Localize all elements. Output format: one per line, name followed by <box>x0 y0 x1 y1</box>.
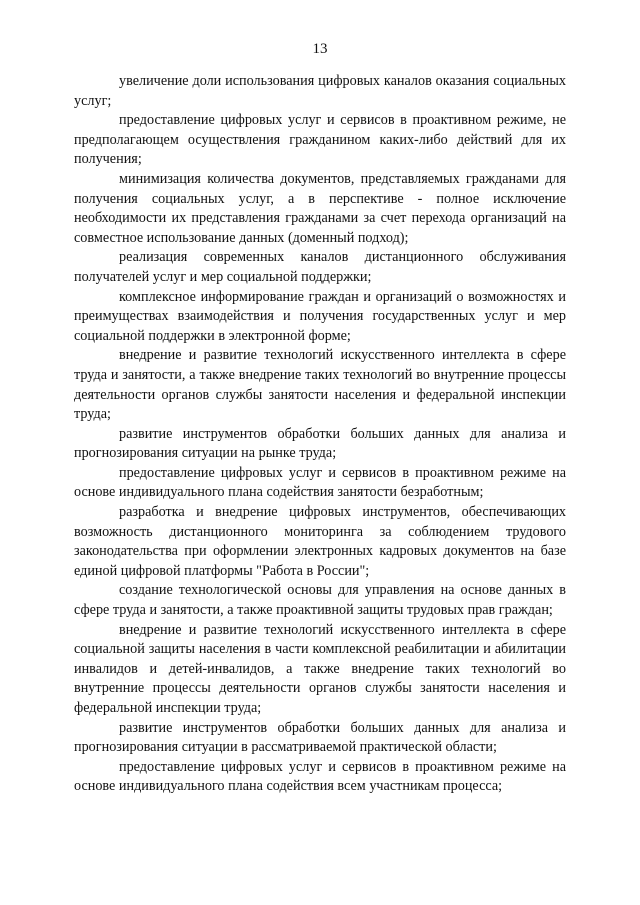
document-body <box>74 72 566 797</box>
paragraph: реализация современных каналов дистанционного обслуживания получателей услуг и мер социальной поддержки; <box>74 249 566 285</box>
paragraph: создание технологической основы для управления на основе данных в сфере труда и занятости, а также проактивной защиты трудовых прав граждан; <box>74 582 566 619</box>
paragraph: разработка и внедрение цифровых инструментов, обеспечивающих возможность дистанционного мониторинга за соблюдением трудового законодательства при оформлении электронных кадровых документов на базе единой цифровой платформы "Работа в России"; <box>74 504 566 579</box>
paragraph: комплексное информирование граждан и организаций о возможностях и преимуществах взаимодействия и получения государственных услуг и мер социальной поддержки в электронной форме; <box>74 288 566 344</box>
page-number: 13 <box>312 41 328 57</box>
paragraph: увеличение доли использования цифровых каналов оказания социальных услуг; <box>74 73 566 109</box>
paragraph: предоставление цифровых услуг и сервисов в проактивном режиме на основе индивидуального плана содействия всем участникам процесса; <box>74 758 566 795</box>
paragraph: внедрение и развитие технологий искусственного интеллекта в сфере социальной защиты населения в части комплексной реабилитации и абилитации инвалидов и детей-инвалидов, а также внедрение таких технологий во внутренние процессы деятельности органов службы занятости населения и федеральной инспекции труда; <box>74 621 566 716</box>
paragraph: предоставление цифровых услуг и сервисов в проактивном режиме на основе индивидуального плана содействия занятости безработным; <box>74 464 566 501</box>
paragraph: внедрение и развитие технологий искусственного интеллекта в сфере труда и занятости, а также внедрение таких технологий во внутренние процессы деятельности органов службы занятости населения и федеральной инспекции труда; <box>74 347 566 423</box>
paragraph: развитие инструментов обработки больших данных для анализа и прогнозирования ситуации в рассматриваемой практической области; <box>74 719 566 756</box>
paragraph: минимизация количества документов, представляемых гражданами для получения социальных услуг, а в перспективе - полное исключение необходимости их представления гражданами за счет перехода организаций на совместное использование данных (доменный подход); <box>74 170 566 246</box>
paragraph: развитие инструментов обработки больших данных для анализа и прогнозирования ситуации на рынке труда; <box>74 425 566 462</box>
paragraph: предоставление цифровых услуг и сервисов в проактивном режиме, не предполагающем осуществления гражданином каких-либо действий для их получения; <box>74 112 566 168</box>
